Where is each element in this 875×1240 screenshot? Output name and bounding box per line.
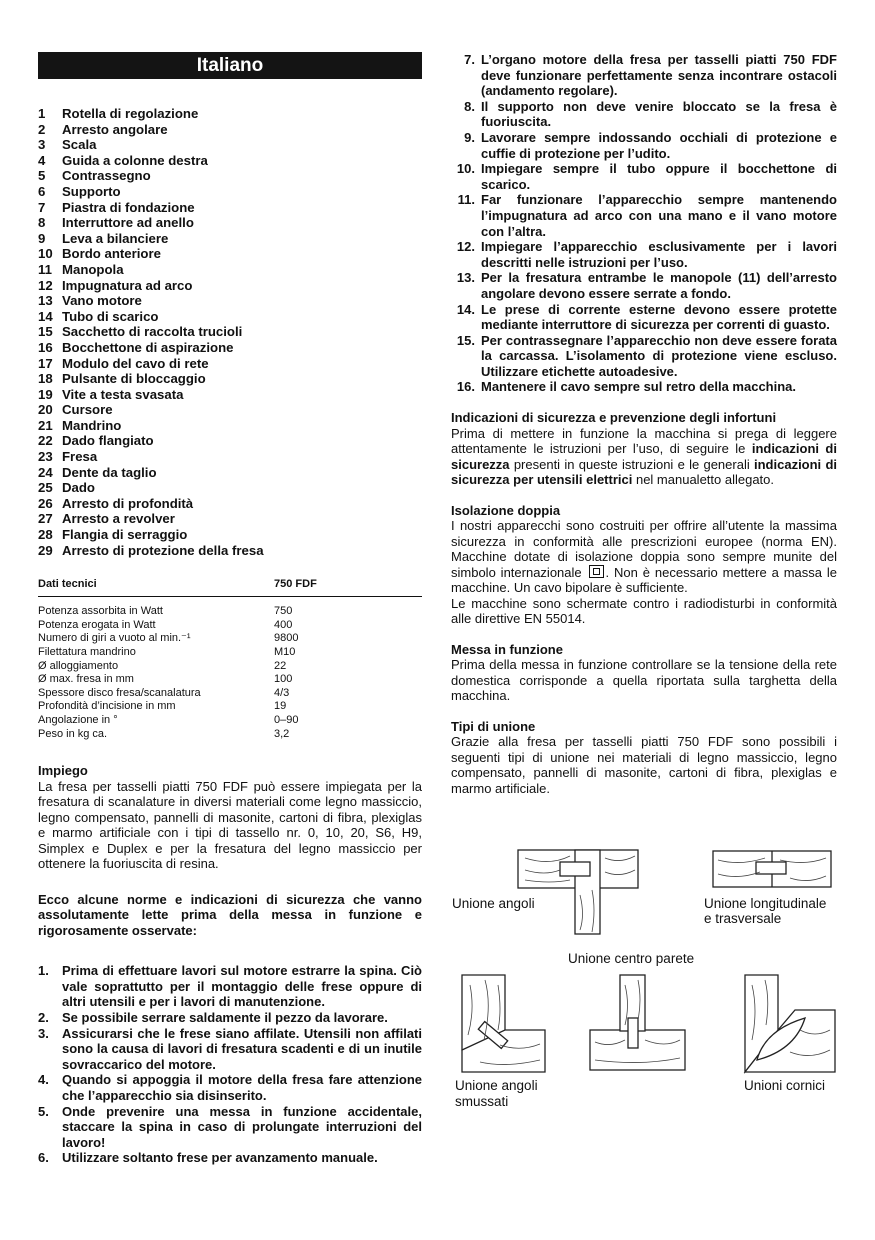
list-number: 5. xyxy=(38,1103,49,1119)
legend-label: Arresto di profondità xyxy=(62,495,194,511)
list-number: 2. xyxy=(38,1009,49,1025)
table-cell-key: Ø alloggiamento xyxy=(38,659,119,672)
legend-number: 29 xyxy=(38,542,53,558)
list-number: 9. xyxy=(464,129,475,145)
legend-number: 9 xyxy=(38,230,46,246)
table-row xyxy=(38,700,422,714)
table-cell-value: 19 xyxy=(274,700,287,713)
list-item xyxy=(38,1072,422,1103)
tipi-text: Grazie alla fresa per tasselli piatti 750 FDF sono possibili i seguenti tipi di unione nei materiali di legno massiccio, legno compensato, pannelli di masonite, cartoni di fibra, plexiglas e marmo artificiale. xyxy=(451,734,837,796)
impiego-heading: Impiego xyxy=(38,763,88,779)
label-frame-joint: Unioni cornici xyxy=(744,1078,826,1093)
list-number: 6. xyxy=(38,1150,49,1166)
table-row xyxy=(38,687,422,701)
tipi-section xyxy=(451,719,837,797)
isolazione-heading: Isolazione doppia xyxy=(451,502,561,518)
table-header-label: Dati tecnici xyxy=(38,578,97,591)
legend-item xyxy=(38,402,422,418)
legend-number: 23 xyxy=(38,449,53,465)
legend-number: 17 xyxy=(38,355,53,371)
legend-number: 8 xyxy=(38,215,46,231)
list-number: 1. xyxy=(38,963,49,979)
list-number: 16. xyxy=(456,379,475,395)
legend-label: Dado xyxy=(62,480,95,496)
table-cell-key: Ø max. fresa in mm xyxy=(38,673,134,686)
legend-label: Dente da taglio xyxy=(62,464,157,480)
label-center-wall-joint: Unione centro parete xyxy=(568,951,695,966)
language-banner: Italiano xyxy=(38,52,422,79)
label-corner-joint: Unione angoli xyxy=(452,896,535,911)
indicazioni-text xyxy=(451,426,837,488)
table-header xyxy=(38,578,422,597)
table-cell-value: M10 xyxy=(274,646,296,658)
legend-item xyxy=(38,184,422,200)
list-number: 13. xyxy=(456,270,475,286)
legend-number: 27 xyxy=(38,511,53,527)
list-item xyxy=(451,99,837,130)
legend-number: 6 xyxy=(38,183,46,199)
list-text: Il supporto non deve venire bloccato se la fresa è fuoriuscita. xyxy=(481,98,837,130)
legend-label: Dado flangiato xyxy=(62,433,154,449)
list-text: Impiegare sempre il tubo oppure il bocchettone di scarico. xyxy=(481,161,837,192)
mitre-corner-diagram xyxy=(462,975,545,1072)
list-text: Onde prevenire una messa in funzione accidentale, staccare la spina in caso di prolungate interruzioni del lavoro! xyxy=(62,1103,422,1150)
list-item xyxy=(451,239,837,270)
legend-item xyxy=(38,137,422,153)
indicazioni-bold-1: indicazioni di sicurezza xyxy=(451,441,837,472)
isolazione-text-3: Le macchine sono schermate contro i radiodisturbi in conformità alle direttive EN 55014. xyxy=(451,595,837,627)
table-cell-value: 4/3 xyxy=(274,686,290,699)
list-text: Le prese di corrente esterne devono essere protette mediante interruttore di sicurezza per correnti di guasto. xyxy=(481,301,837,333)
legend-number: 1 xyxy=(38,106,46,121)
legend-label: Modulo del cavo di rete xyxy=(62,355,209,371)
legend-item xyxy=(38,543,422,559)
legend-item xyxy=(38,480,422,496)
table-cell-key: Potenza erogata in Watt xyxy=(38,618,156,631)
table-row xyxy=(38,619,422,633)
table-cell-key: Profondità d’incisione in mm xyxy=(38,700,176,713)
legend-item xyxy=(38,293,422,309)
legend-item xyxy=(38,527,422,543)
table-cell-value: 3,2 xyxy=(274,727,290,740)
indicazioni-text-3: nel manualetto allegato. xyxy=(632,472,775,488)
list-text: Per contrassegnare l’apparecchio non deve essere forata la carcassa. L’isolamento di protezione viene escluso. Utilizzare etichette autoadesive. xyxy=(481,332,837,379)
messa-heading: Messa in funzione xyxy=(451,641,563,657)
legend-label: Guida a colonne destra xyxy=(62,152,208,168)
list-number: 15. xyxy=(456,332,475,348)
table-cell-key: Potenza assorbita in Watt xyxy=(38,605,163,618)
legend-item xyxy=(38,465,422,481)
table-cell-key: Numero di giri a vuoto al min.⁻¹ xyxy=(38,632,191,645)
table-row xyxy=(38,673,422,687)
double-insulation-icon xyxy=(589,565,604,578)
table-row xyxy=(38,605,422,619)
messa-text: Prima della messa in funzione controllare se la tensione della rete domestica corrisponde a quella riportata sulla targhetta della macchina. xyxy=(451,657,837,704)
table-cell-value: 400 xyxy=(274,618,293,631)
legend-number: 5 xyxy=(38,168,46,184)
table-cell-key: Filettatura mandrino xyxy=(38,646,136,658)
t-joint-diagram xyxy=(590,975,685,1070)
legend-number: 20 xyxy=(38,402,53,418)
table-row xyxy=(38,714,422,728)
list-text: Quando si appoggia il motore della fresa fare attenzione che l’apparecchio sia disinserito. xyxy=(62,1072,422,1103)
legend-item xyxy=(38,122,422,138)
legend-item xyxy=(38,449,422,465)
list-item xyxy=(38,1104,422,1151)
right-column xyxy=(451,52,837,796)
list-text: Mantenere il cavo sempre sul retro della macchina. xyxy=(481,379,797,395)
label-transversal-joint: e trasversale xyxy=(704,911,782,926)
parts-legend xyxy=(38,106,422,558)
list-item xyxy=(451,130,837,161)
longitudinal-joint-diagram xyxy=(713,851,831,887)
legend-number: 16 xyxy=(38,339,53,355)
list-item xyxy=(38,963,422,1010)
legend-item xyxy=(38,511,422,527)
table-row xyxy=(38,646,422,660)
safety-rules-list-left xyxy=(38,963,422,1166)
list-item xyxy=(38,1010,422,1026)
list-item xyxy=(38,1150,422,1166)
table-cell-value: 750 xyxy=(274,605,293,618)
legend-number: 26 xyxy=(38,495,53,511)
legend-item xyxy=(38,309,422,325)
list-item xyxy=(451,302,837,333)
legend-label: Flangia di serraggio xyxy=(62,527,188,543)
legend-item xyxy=(38,387,422,403)
isolazione-text-2: . Non è necessario mettere a massa le macchine. Un cavo bipolare è sufficiente. xyxy=(451,564,837,596)
legend-item xyxy=(38,231,422,247)
legend-label: Bocchettone di aspirazione xyxy=(62,339,234,355)
legend-label: Cursore xyxy=(62,402,113,418)
indicazioni-bold-2: indicazioni di sicurezza per utensili elettrici xyxy=(451,456,837,488)
legend-number: 10 xyxy=(38,246,53,262)
table-cell-value: 9800 xyxy=(274,632,299,645)
list-number: 7. xyxy=(464,52,475,67)
list-text: L’organo motore della fresa per tasselli piatti 750 FDF deve funzionare perfettamente senza incontrare ostacoli (andamento regolare). xyxy=(481,52,837,99)
safety-rules-list-right xyxy=(451,52,837,395)
legend-label: Leva a bilanciere xyxy=(62,230,169,246)
legend-label: Arresto di protezione della fresa xyxy=(62,542,264,558)
indicazioni-section xyxy=(451,410,837,488)
table-cell-key: Peso in kg ca. xyxy=(38,727,108,740)
list-item xyxy=(451,333,837,380)
table-cell-key: Angolazione in ° xyxy=(38,713,118,726)
legend-label: Mandrino xyxy=(62,417,122,433)
list-text: Utilizzare soltanto frese per avanzamento manuale. xyxy=(62,1150,378,1166)
legend-label: Bordo anteriore xyxy=(62,246,161,262)
table-row xyxy=(38,660,422,674)
legend-item xyxy=(38,246,422,262)
legend-number: 12 xyxy=(38,277,53,293)
legend-label: Scala xyxy=(62,137,97,153)
list-number: 12. xyxy=(456,239,475,255)
list-item xyxy=(451,192,837,239)
list-item xyxy=(451,270,837,301)
legend-item xyxy=(38,496,422,512)
legend-item xyxy=(38,340,422,356)
list-number: 14. xyxy=(456,301,475,317)
legend-item xyxy=(38,324,422,340)
table-row xyxy=(38,728,422,742)
legend-label: Arresto a revolver xyxy=(62,511,175,527)
list-number: 8. xyxy=(464,98,475,114)
legend-item xyxy=(38,433,422,449)
legend-number: 22 xyxy=(38,433,53,449)
legend-item xyxy=(38,106,422,122)
technical-data-table xyxy=(38,578,422,741)
list-text: Assicurarsi che le frese siano affilate. Utensili non affilati sono la causa di lavori di fresatura scadenti e di un inutile sovraccarico del motore. xyxy=(62,1025,422,1072)
label-longitudinal-joint: Unione longitudinale xyxy=(704,896,827,911)
indicazioni-text-2: presenti in queste istruzioni e le generali xyxy=(509,456,754,472)
legend-item xyxy=(38,168,422,184)
label-mitre-joint-2: smussati xyxy=(455,1094,509,1109)
impiego-section xyxy=(38,763,422,872)
corner-joint-diagram xyxy=(518,850,638,934)
legend-label: Piastra di fondazione xyxy=(62,199,195,215)
legend-label: Sacchetto di raccolta trucioli xyxy=(62,324,243,340)
legend-item xyxy=(38,153,422,169)
legend-label: Interruttore ad anello xyxy=(62,215,194,231)
table-cell-key: Spessore disco fresa/scanalatura xyxy=(38,686,201,699)
messa-section xyxy=(451,642,837,704)
legend-number: 7 xyxy=(38,199,46,215)
legend-number: 3 xyxy=(38,137,46,153)
table-body xyxy=(38,605,422,741)
isolazione-text-1: I nostri apparecchi sono costruiti per offrire all’utente la massima sicurezza in conformità alle prescrizioni europee (norma EN). Macchine dotate di isolazione doppia sono sempre munite del simbolo internazionale xyxy=(451,518,837,580)
impiego-text: La fresa per tasselli piatti 750 FDF può essere impiegata per la fresatura di scanalature in diversi materiali come legno massiccio, legno compensato, pannelli di masonite, cartoni di fibra, plexiglas e marmo artificiale con i tipi di tassello nr. 0, 10, 20, S6, H9, Simplex e Duplex e per la fresatura del legno massiccio per ottenere la fuoriuscita di resina. xyxy=(38,778,422,872)
list-text: Impiegare l’apparecchio esclusivamente per i lavori descritti nelle istruzioni per l’uso. xyxy=(481,239,837,270)
legend-label: Rotella di regolazione xyxy=(62,106,199,121)
list-text: Se possibile serrare saldamente il pezzo da lavorare. xyxy=(62,1009,388,1025)
legend-label: Arresto angolare xyxy=(62,121,168,137)
frame-joint-diagram xyxy=(745,975,835,1072)
list-number: 10. xyxy=(456,161,475,177)
isolazione-text xyxy=(451,518,837,596)
legend-number: 25 xyxy=(38,480,53,496)
legend-item xyxy=(38,356,422,372)
list-text: Far funzionare l’apparecchio sempre mantenendo l’impugnatura ad arco con una mano e il vano motore con l’altra. xyxy=(481,192,837,239)
legend-label: Manopola xyxy=(62,261,124,277)
table-cell-value: 22 xyxy=(274,659,287,672)
legend-label: Fresa xyxy=(62,449,98,465)
tipi-heading: Tipi di unione xyxy=(451,718,536,734)
isolazione-section xyxy=(451,503,837,627)
legend-number: 18 xyxy=(38,371,53,387)
legend-label: Contrassegno xyxy=(62,168,151,184)
label-mitre-joint: Unione angoli xyxy=(455,1078,538,1093)
legend-item xyxy=(38,371,422,387)
legend-label: Pulsante di bloccaggio xyxy=(62,371,206,387)
legend-label: Tubo di scarico xyxy=(62,308,159,324)
left-column xyxy=(38,52,422,1166)
list-item xyxy=(451,379,837,395)
legend-item xyxy=(38,215,422,231)
legend-item xyxy=(38,262,422,278)
legend-number: 14 xyxy=(38,308,53,324)
legend-number: 28 xyxy=(38,527,53,543)
list-item xyxy=(451,52,837,99)
legend-item xyxy=(38,200,422,216)
legend-number: 15 xyxy=(38,324,53,340)
table-row xyxy=(38,632,422,646)
indicazioni-heading: Indicazioni di sicurezza e prevenzione degli infortuni xyxy=(451,410,777,426)
table-header-model: 750 FDF xyxy=(274,578,317,591)
legend-number: 21 xyxy=(38,417,53,433)
list-number: 11. xyxy=(457,192,475,208)
list-number: 4. xyxy=(38,1072,49,1088)
legend-number: 2 xyxy=(38,121,46,137)
legend-number: 13 xyxy=(38,293,53,309)
legend-label: Supporto xyxy=(62,183,121,199)
legend-label: Vite a testa svasata xyxy=(62,386,184,402)
legend-number: 11 xyxy=(38,261,52,277)
legend-item xyxy=(38,278,422,294)
legend-number: 19 xyxy=(38,386,53,402)
table-cell-value: 100 xyxy=(274,673,293,686)
list-text: Lavorare sempre indossando occhiali di protezione e cuffie di protezione per l’udito. xyxy=(481,129,837,161)
list-item xyxy=(451,161,837,192)
safety-intro: Ecco alcune norme e indicazioni di sicurezza che vanno assolutamente lette prima della messa in funzione e rigorosamente osservate: xyxy=(38,891,422,938)
legend-label: Vano motore xyxy=(62,293,142,309)
legend-label: Impugnatura ad arco xyxy=(62,277,193,293)
table-cell-value: 0–90 xyxy=(274,713,299,726)
list-text: Per la fresatura entrambe le manopole (11) dell’arresto angolare devono essere serrate a fondo. xyxy=(481,270,837,301)
legend-item xyxy=(38,418,422,434)
legend-number: 24 xyxy=(38,464,53,480)
list-text: Prima di effettuare lavori sul motore estrarre la spina. Ciò vale soprattutto per il montaggio delle frese oppure di altri utensili e per i lavori di manutenzione. xyxy=(62,963,422,1010)
indicazioni-text-1: Prima di mettere in funzione la macchina si prega di leggere attentamente le istruzioni per l’uso, di seguire le xyxy=(451,425,837,457)
list-number: 3. xyxy=(38,1025,49,1041)
legend-number: 4 xyxy=(38,152,46,168)
list-item xyxy=(38,1026,422,1073)
